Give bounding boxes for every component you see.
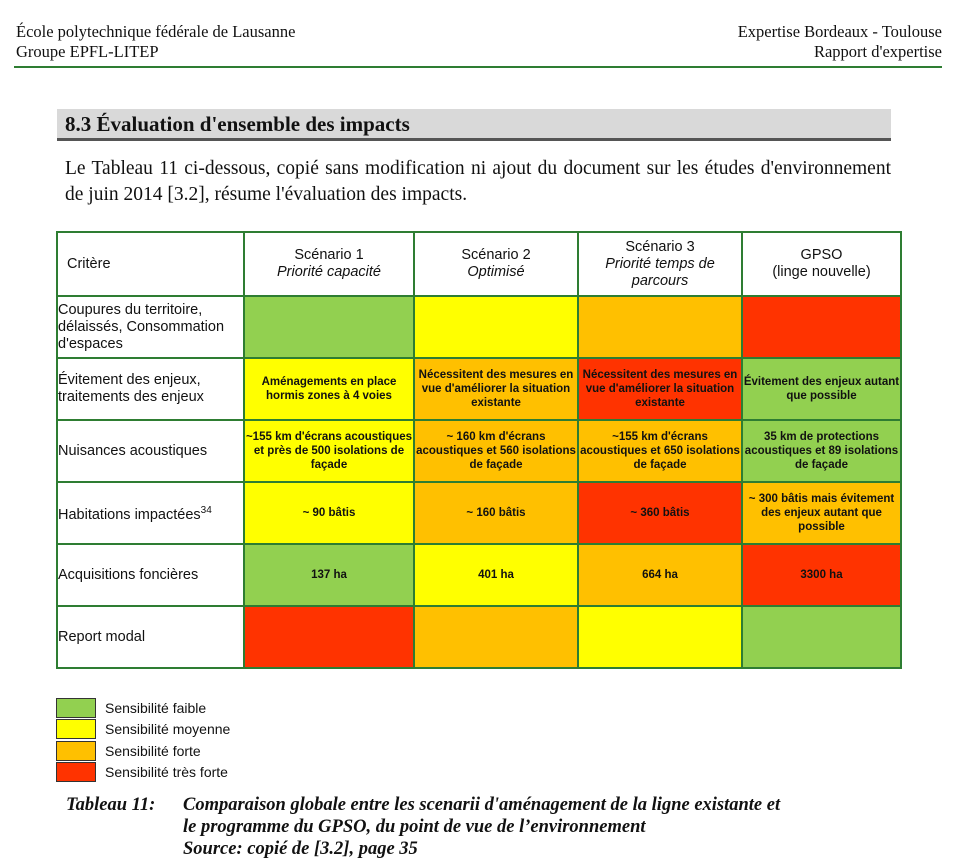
report-type: Rapport d'expertise (813, 42, 942, 61)
criterion-cell (57, 296, 244, 358)
header-title: Scénario 3 (625, 238, 695, 255)
legend-item (56, 697, 230, 719)
section-heading: 8.3 Évaluation d'ensemble des impacts (57, 109, 891, 141)
assessment-cell (578, 606, 742, 668)
group-name: Groupe EPFL-LITEP (16, 42, 159, 61)
legend-swatch (56, 741, 96, 761)
criterion-cell (57, 420, 244, 482)
assessment-cell: 35 km de protections acoustiques et 89 isolations de façade (742, 420, 901, 482)
table-caption (66, 794, 906, 860)
header-title: Scénario 1 (294, 247, 364, 263)
header-gpso (742, 232, 901, 296)
legend-label: Sensibilité moyenne (105, 721, 231, 738)
table-row (57, 420, 901, 482)
criterion-cell (57, 606, 244, 668)
criterion-cell (57, 358, 244, 420)
assessment-cell: Nécessitent des mesures en vue d'améliorer la situation existante (578, 358, 742, 420)
assessment-cell (414, 296, 578, 358)
header-subtitle: Priorité capacité (277, 264, 381, 280)
header-subtitle: Priorité temps de parcours (605, 255, 715, 289)
criterion-label: Report modal (58, 628, 146, 645)
header-divider (14, 66, 942, 68)
legend-item (56, 762, 230, 784)
assessment-cell: ~155 km d'écrans acoustiques et près de 500 isolations de façade (244, 420, 414, 482)
header-scenario-3 (578, 232, 742, 296)
criterion-label: Habitations impactées (58, 506, 201, 523)
criterion-label: Évitement des enjeux, traitements des enjeux (58, 372, 204, 405)
criterion-label: Acquisitions foncières (58, 566, 199, 583)
intro-paragraph: Le Tableau 11 ci-dessous, copié sans modification ni ajout du document sur les études d'environnement de juin 2014 [3.2], résume l'évaluation des impacts. (65, 158, 891, 205)
assessment-cell: 401 ha (414, 544, 578, 606)
header-scenario-1 (244, 232, 414, 296)
criterion-label: Nuisances acoustiques (58, 442, 208, 459)
assessment-cell: ~155 km d'écrans acoustiques et 650 isolations de façade (578, 420, 742, 482)
header-subtitle: (linge nouvelle) (772, 264, 871, 280)
assessment-cell: Nécessitent des mesures en vue d'améliorer la situation existante (414, 358, 578, 420)
table-row (57, 296, 901, 358)
table-header-row (57, 232, 901, 296)
legend-swatch (56, 719, 96, 739)
assessment-cell (742, 606, 901, 668)
caption-line-1: Comparaison globale entre les scenarii d'aménagement de la ligne existante et (183, 795, 781, 815)
report-subject: Expertise Bordeaux - Toulouse (737, 22, 942, 41)
caption-source: Source: copié de [3.2], page 35 (183, 839, 418, 859)
criterion-cell (57, 544, 244, 606)
criterion-label: Coupures du territoire, délaissés, Consommation d'espaces (58, 301, 225, 352)
institution-name: École polytechnique fédérale de Lausanne (16, 22, 296, 41)
legend-item (56, 740, 230, 762)
assessment-cell: Aménagements en place hormis zones à 4 voies (244, 358, 414, 420)
assessment-cell: ~ 160 km d'écrans acoustiques et 560 isolations de façade (414, 420, 578, 482)
assessment-cell (244, 606, 414, 668)
assessment-cell: 664 ha (578, 544, 742, 606)
header-subtitle: Optimisé (467, 264, 525, 280)
assessment-cell (578, 296, 742, 358)
criterion-cell (57, 482, 244, 544)
document-header-right (738, 22, 942, 62)
legend-label: Sensibilité forte (105, 742, 201, 759)
assessment-cell (742, 296, 901, 358)
assessment-cell: ~ 90 bâtis (244, 482, 414, 544)
header-title: Scénario 2 (461, 247, 531, 263)
caption-line-2: le programme du GPSO, du point de vue de l’environnement (183, 817, 646, 837)
assessment-cell (414, 606, 578, 668)
legend-label: Sensibilité faible (105, 699, 207, 716)
impacts-table (56, 231, 902, 669)
table-row (57, 358, 901, 420)
assessment-cell (244, 296, 414, 358)
table-row (57, 606, 901, 668)
legend-item (56, 719, 230, 741)
caption-label: Tableau 11: (66, 795, 156, 815)
header-title: GPSO (800, 247, 843, 263)
footnote-ref: 34 (200, 505, 212, 517)
assessment-cell: 3300 ha (742, 544, 901, 606)
table-row (57, 482, 901, 544)
legend-swatch (56, 698, 96, 718)
assessment-cell: ~ 360 bâtis (578, 482, 742, 544)
legend-swatch (56, 762, 96, 782)
legend-label: Sensibilité très forte (105, 764, 228, 781)
header-title: Critère (67, 255, 111, 272)
assessment-cell: ~ 160 bâtis (414, 482, 578, 544)
assessment-cell: ~ 300 bâtis mais évitement des enjeux autant que possible (742, 482, 901, 544)
header-scenario-2 (414, 232, 578, 296)
document-header-left (16, 22, 295, 62)
table-row (57, 544, 901, 606)
assessment-cell: Évitement des enjeux autant que possible (742, 358, 901, 420)
header-criterion (57, 232, 244, 296)
legend (56, 697, 230, 783)
assessment-cell: 137 ha (244, 544, 414, 606)
